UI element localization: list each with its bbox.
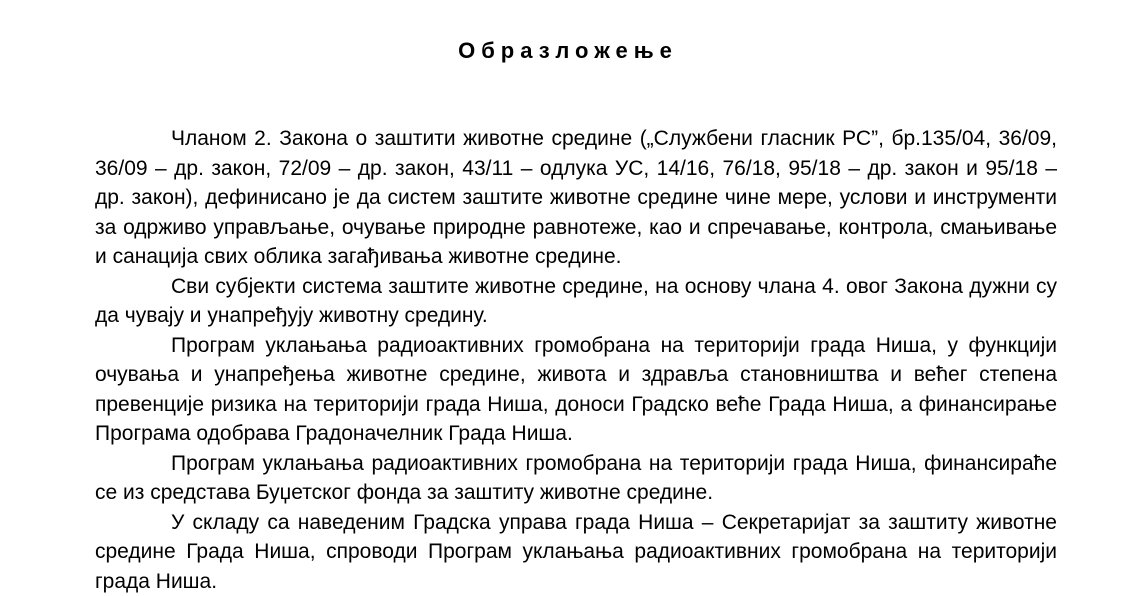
paragraph-subjects-duty: Сви субјекти система заштите животне средине, на основу члана 4. овог Закона дужни су да чувају и унапређују животну средину. [95,272,1057,331]
paragraph-article-2: Чланом 2. Закона о заштити животне средине („Службени гласник РС”, бр.135/04, 36/09, 36/09 – др. закон, 72/09 – др. закон, 43/11 – одлука УС, 14/16, 76/18, 95/18 – др. закон и 95/18 – др. закон), дефинисано је да систем заштите животне средине чине мере, услови и инструменти за одрживо управљање, очување природне равнотеже, као и спречавање, контрола, смањивање и санација свих облика загађивања животне средине. [95,124,1057,272]
paragraph-program-financing: Програм уклањања радиоактивних громобрана на територији града Ниша, финансираће се из средстава Буџетског фонда за заштиту животне средине. [95,449,1057,508]
paragraph-program-adoption: Програм уклањања радиоактивних громобрана на територији града Ниша, у функцији очувања и унапређења животне средине, живота и здравља становништва и већег степена превенције ризика на територији града Ниша, доноси Градско веће Града Ниша, а финансирање Програма одобрава Градоначелник Града Ниша. [95,331,1057,449]
paragraph-program-implementation: У складу са наведеним Градска управа града Ниша – Секретаријат за заштиту животне средине Града Ниша, спроводи Програм уклањања радиоактивних громобрана на територији града Ниша. [95,508,1057,596]
document-body [95,124,1057,596]
document-title: Образложење [0,38,1136,64]
